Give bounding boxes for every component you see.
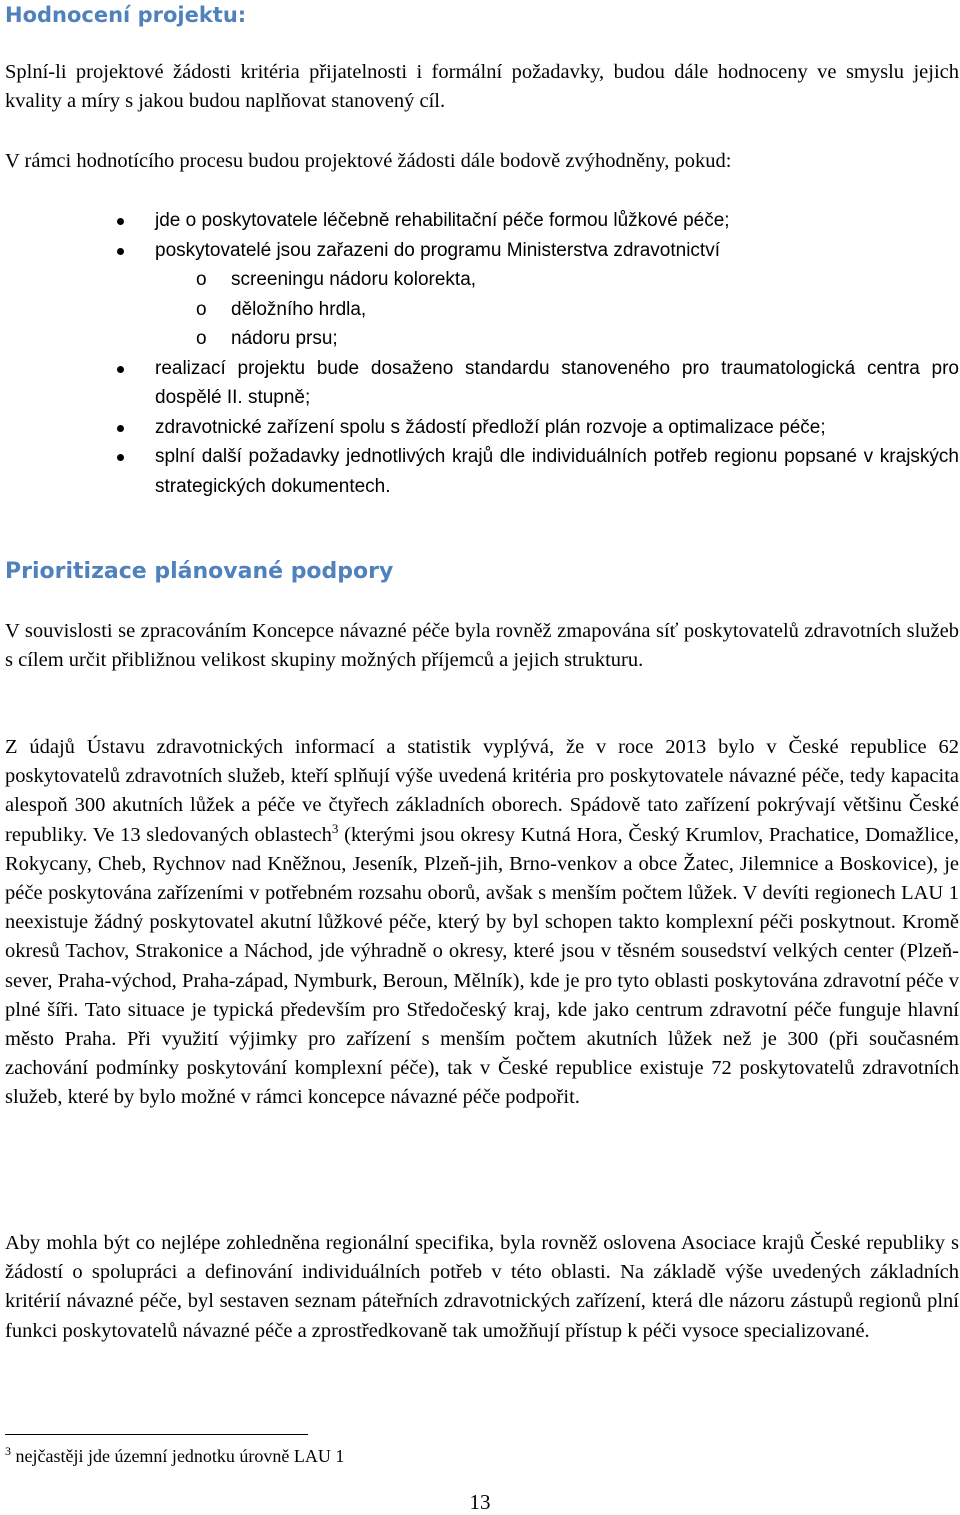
program-item xyxy=(5,265,959,295)
footnote xyxy=(5,1444,344,1468)
program-item xyxy=(5,295,959,325)
bullet-icon xyxy=(117,454,124,461)
criteria-item-text: zdravotnické zařízení spolu s žádostí předloží plán rozvoje a optimalizace péče; xyxy=(155,416,826,438)
criteria-item xyxy=(5,354,959,413)
program-item xyxy=(5,324,959,354)
footnote-reference: 3 xyxy=(331,820,339,836)
criteria-item-text: poskytovatelé jsou zařazeni do programu Ministerstva zdravotnictví xyxy=(155,239,720,261)
bullet-icon xyxy=(117,366,124,373)
footnote-text: nejčastěji jde územní jednotku úrovně LAU 1 xyxy=(11,1446,345,1466)
criteria-item-text: realizací projektu bude dosaženo standardu stanoveného pro traumatologická centra pro dospělé II. stupně; xyxy=(155,357,959,408)
paragraph-udaje xyxy=(5,733,959,1113)
intro-paragraph: Splní-li projektové žádosti kritéria přijatelnosti i formální požadavky, budou dále hodnoceny ve smyslu jejich kvality a míry s jakou budou naplňovat stanovený cíl. xyxy=(5,61,959,113)
heading-hodnoceni: Hodnocení projektu: xyxy=(5,3,247,27)
criteria-item xyxy=(5,236,959,354)
bullet-icon xyxy=(117,425,124,432)
bullet-icon xyxy=(117,218,124,225)
sub-bullet-icon: o xyxy=(196,298,207,320)
criteria-item-text: jde o poskytovatele léčebně rehabilitační péče formou lůžkové péče; xyxy=(155,210,730,231)
criteria-item xyxy=(5,206,959,236)
program-item-text: screeningu nádoru kolorekta, xyxy=(231,269,477,290)
criteria-item xyxy=(5,442,959,501)
program-item-text: děložního hrdla, xyxy=(231,298,367,320)
criteria-list xyxy=(5,206,959,501)
paragraph-asociace: Aby mohla být co nejlépe zohledněna regionální specifika, byla rovněž oslovena Asociace krajů České republiky s žádostí o spolupráci a definování individuálních potřeb v této oblasti. Na základě výše uvedených základních kritérií návazné péče, byl sestaven seznam páteřních zdravotnických zařízení, která dle názoru zástupů regionů plní funkci poskytovatelů návazné péče a zprostředkovaně tak umožňují přístup k péči vysoce specializované. xyxy=(5,1232,959,1342)
sub-bullet-icon: o xyxy=(196,269,207,290)
paragraph-udaje-text-b: (kterými jsou okresy Kutná Hora, Český Krumlov, Prachatice, Domažlice, Rokycany, Cheb, Rychnov nad Kněžnou, Jeseník, Plzeň-jih, Brno-venkov a obce Žatec, Jilemnice a Boskovice), je péče poskytována zařízeními v potřebném rozsahu oborů, avšak s menším počtem lůžek. V devíti regionech LAU 1 neexistuje žádný poskytovatel akutní lůžkové péče, který by byl schopen takto komplexní péči poskytnout. Kromě okresů Tachov, Strakonice a Náchod, jde výhradně o okresy, které jsou v těsném sousedství velkých center (Plzeň-sever, Praha-východ, Praha-západ, Nymburk, Beroun, Mělník), kde je pro tyto oblasti poskytována zdravotní péče v plné šíři. Tato situace je typická především pro Středočeský kraj, kde jako centrum zdravotní péče funguje hlavní město Praha. Při využití výjimky pro zařízení s menším počtem akutních lůžek než je 300 (při současném zachování podmínky poskytování komplexní péče), tak v České republice existuje 72 poskytovatelů zdravotních služeb, které by bylo možné v rámci koncepce návazné péče podpořit. xyxy=(5,823,959,1109)
criteria-item xyxy=(5,413,959,443)
paragraph-souvislosti: V souvislosti se zpracováním Koncepce návazné péče byla rovněž zmapována síť poskytovatelů zdravotních služeb s cílem určit přibližnou velikost skupiny možných příjemců a jejich strukturu. xyxy=(5,620,959,672)
bullet-icon xyxy=(117,248,124,255)
paragraph-udaje-text-a: Z údajů Ústavu zdravotnických informací a statistik vyplývá, že v roce 2013 bylo v České republice 62 poskytovatelů zdravotních služeb, kteří splňují výše uvedená kritéria pro poskytovatele návazné péče, tedy kapacita alespoň 300 akutních lůžek a péče ve čtyřech základních oborech. Spádově tato zařízení pokrývají většinu České republiky. Ve 13 sledovaných oblastech xyxy=(5,736,959,846)
bonus-intro-paragraph: V rámci hodnotícího procesu budou projektové žádosti dále bodově zvýhodněny, pokud: xyxy=(5,150,732,172)
criteria-item-text: splní další požadavky jednotlivých krajů dle individuálních potřeb regionu popsané v krajských strategických dokumentech. xyxy=(155,446,959,497)
program-item-text: nádoru prsu; xyxy=(231,328,338,349)
footnote-separator xyxy=(5,1434,308,1435)
heading-prioritizace: Prioritizace plánované podpory xyxy=(5,559,394,584)
page-number: 13 xyxy=(469,1490,491,1514)
program-sublist xyxy=(5,265,959,354)
footnote-number: 3 xyxy=(5,1444,11,1458)
sub-bullet-icon: o xyxy=(196,328,207,349)
